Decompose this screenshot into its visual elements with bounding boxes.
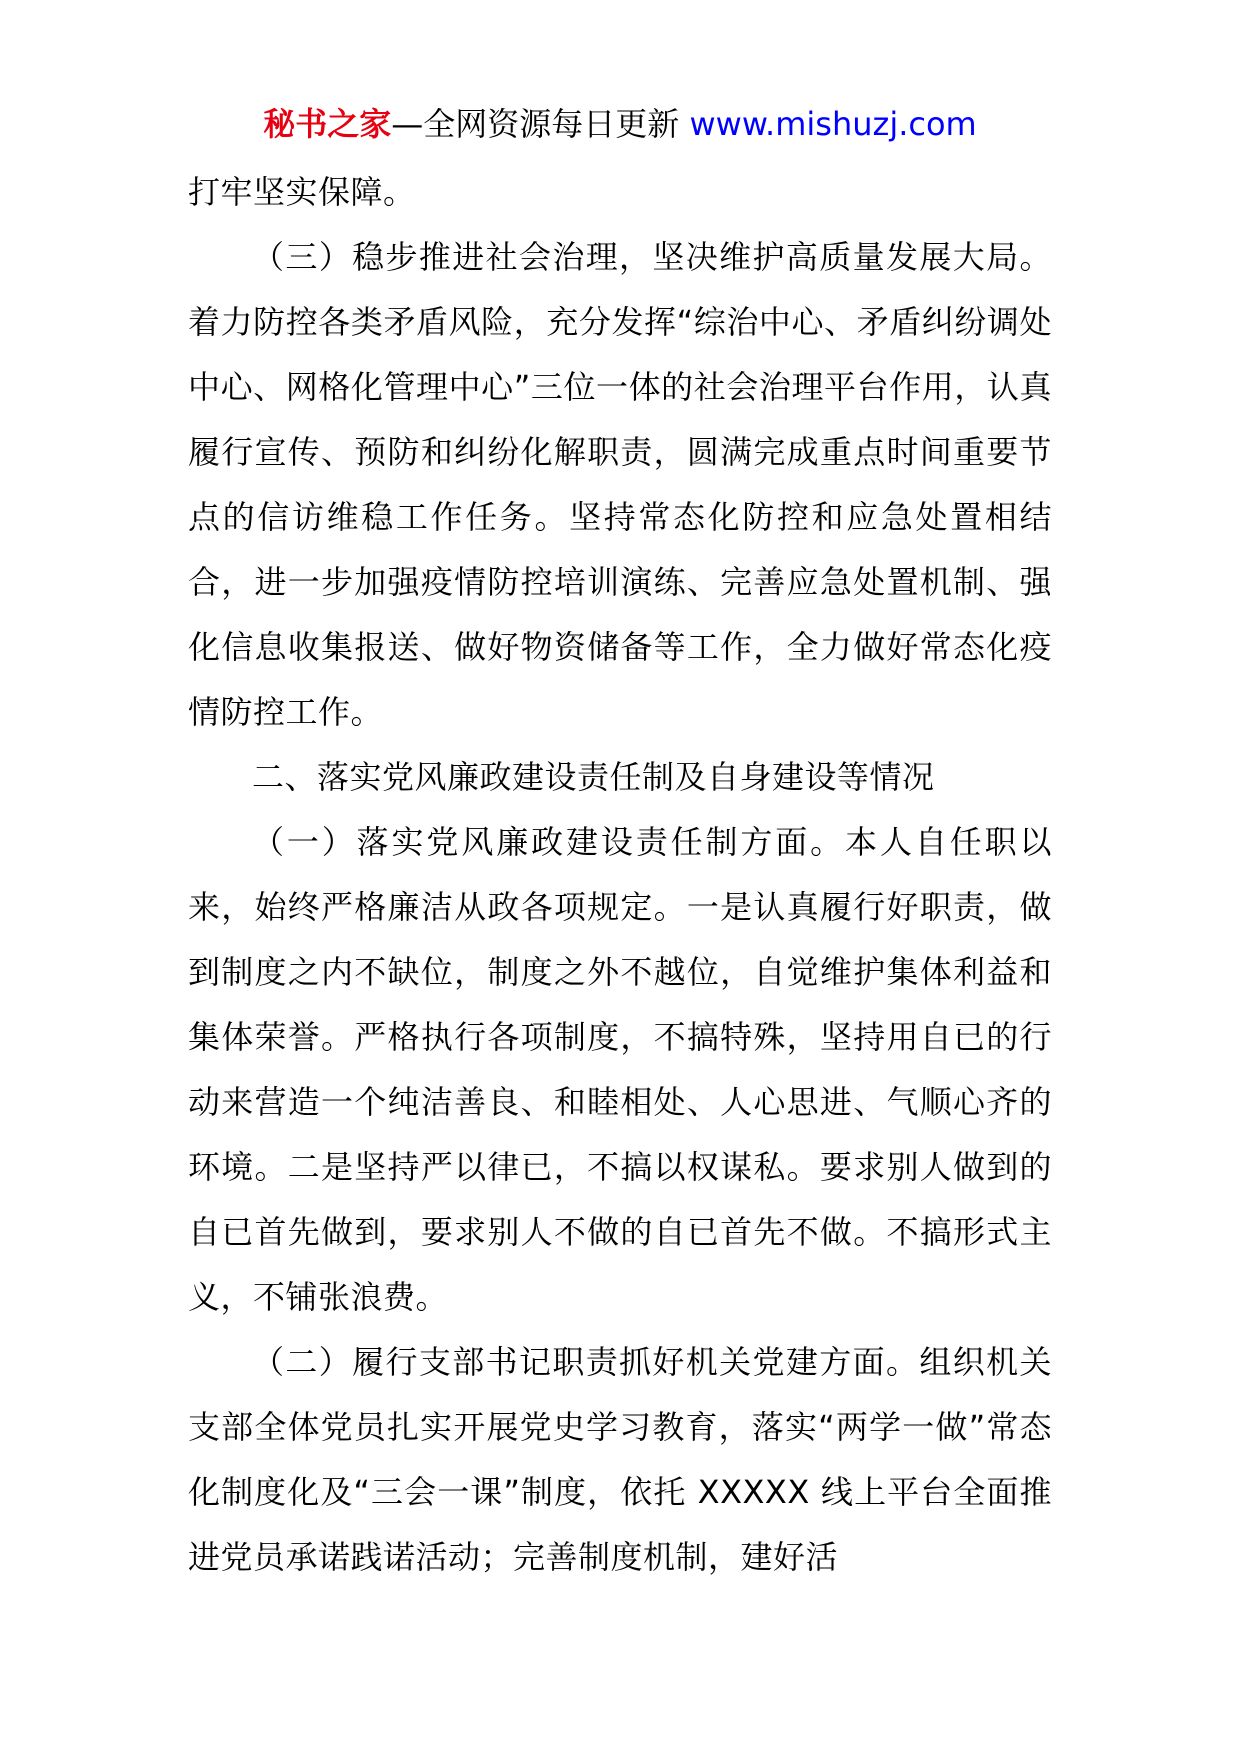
brand-name: 秘书之家 [263,105,392,143]
paragraph-continued: 打牢坚实保障。 [188,173,416,211]
paragraph-party-building: （二）履行支部书记职责抓好机关党建方面。组织机关支部全体党员扎实开展党史学习教育，落实“两学一做”常态化制度化及“三会一课”制度，依托 XXXXX 线上平台全面推进党员承诺践诺活动；完善制度机制，建好活 [188,1343,1052,1576]
paragraph-social-governance: （三）稳步推进社会治理，坚决维护高质量发展大局。着力防控各类矛盾风险，充分发挥“综治中心、矛盾纠纷调处中心、网格化管理中心”三位一体的社会治理平台作用，认真履行宣传、预防和纠纷化解职责，圆满完成重点时间重要节点的信访维稳工作任务。坚持常态化防控和应急处置相结合，进一步加强疫情防控培训演练、完善应急处置机制、强化信息收集报送、做好物资储备等工作，全力做好常态化疫情防控工作。 [188,238,1052,731]
paragraph-integrity-responsibility: （一）落实党风廉政建设责任制方面。本人自任职以来，始终严格廉洁从政各项规定。一是认真履行好职责，做到制度之内不缺位，制度之外不越位，自觉维护集体利益和集体荣誉。严格执行各项制度，不搞特殊，坚持用自已的行动来营造一个纯洁善良、和睦相处、人心思进、气顺心齐的环境。二是坚持严以律已，不搞以权谋私。要求别人做到的自已首先做到，要求别人不做的自已首先不做。不搞形式主义，不铺张浪费。 [188,823,1052,1316]
site-url-link[interactable]: www.mishuzj.com [689,105,977,143]
header-slogan: —全网资源每日更新 [391,105,680,143]
section-heading: 二、落实党风廉政建设责任制及自身建设等情况 [252,758,935,796]
site-header [0,102,1240,146]
document-body [188,160,1052,1590]
